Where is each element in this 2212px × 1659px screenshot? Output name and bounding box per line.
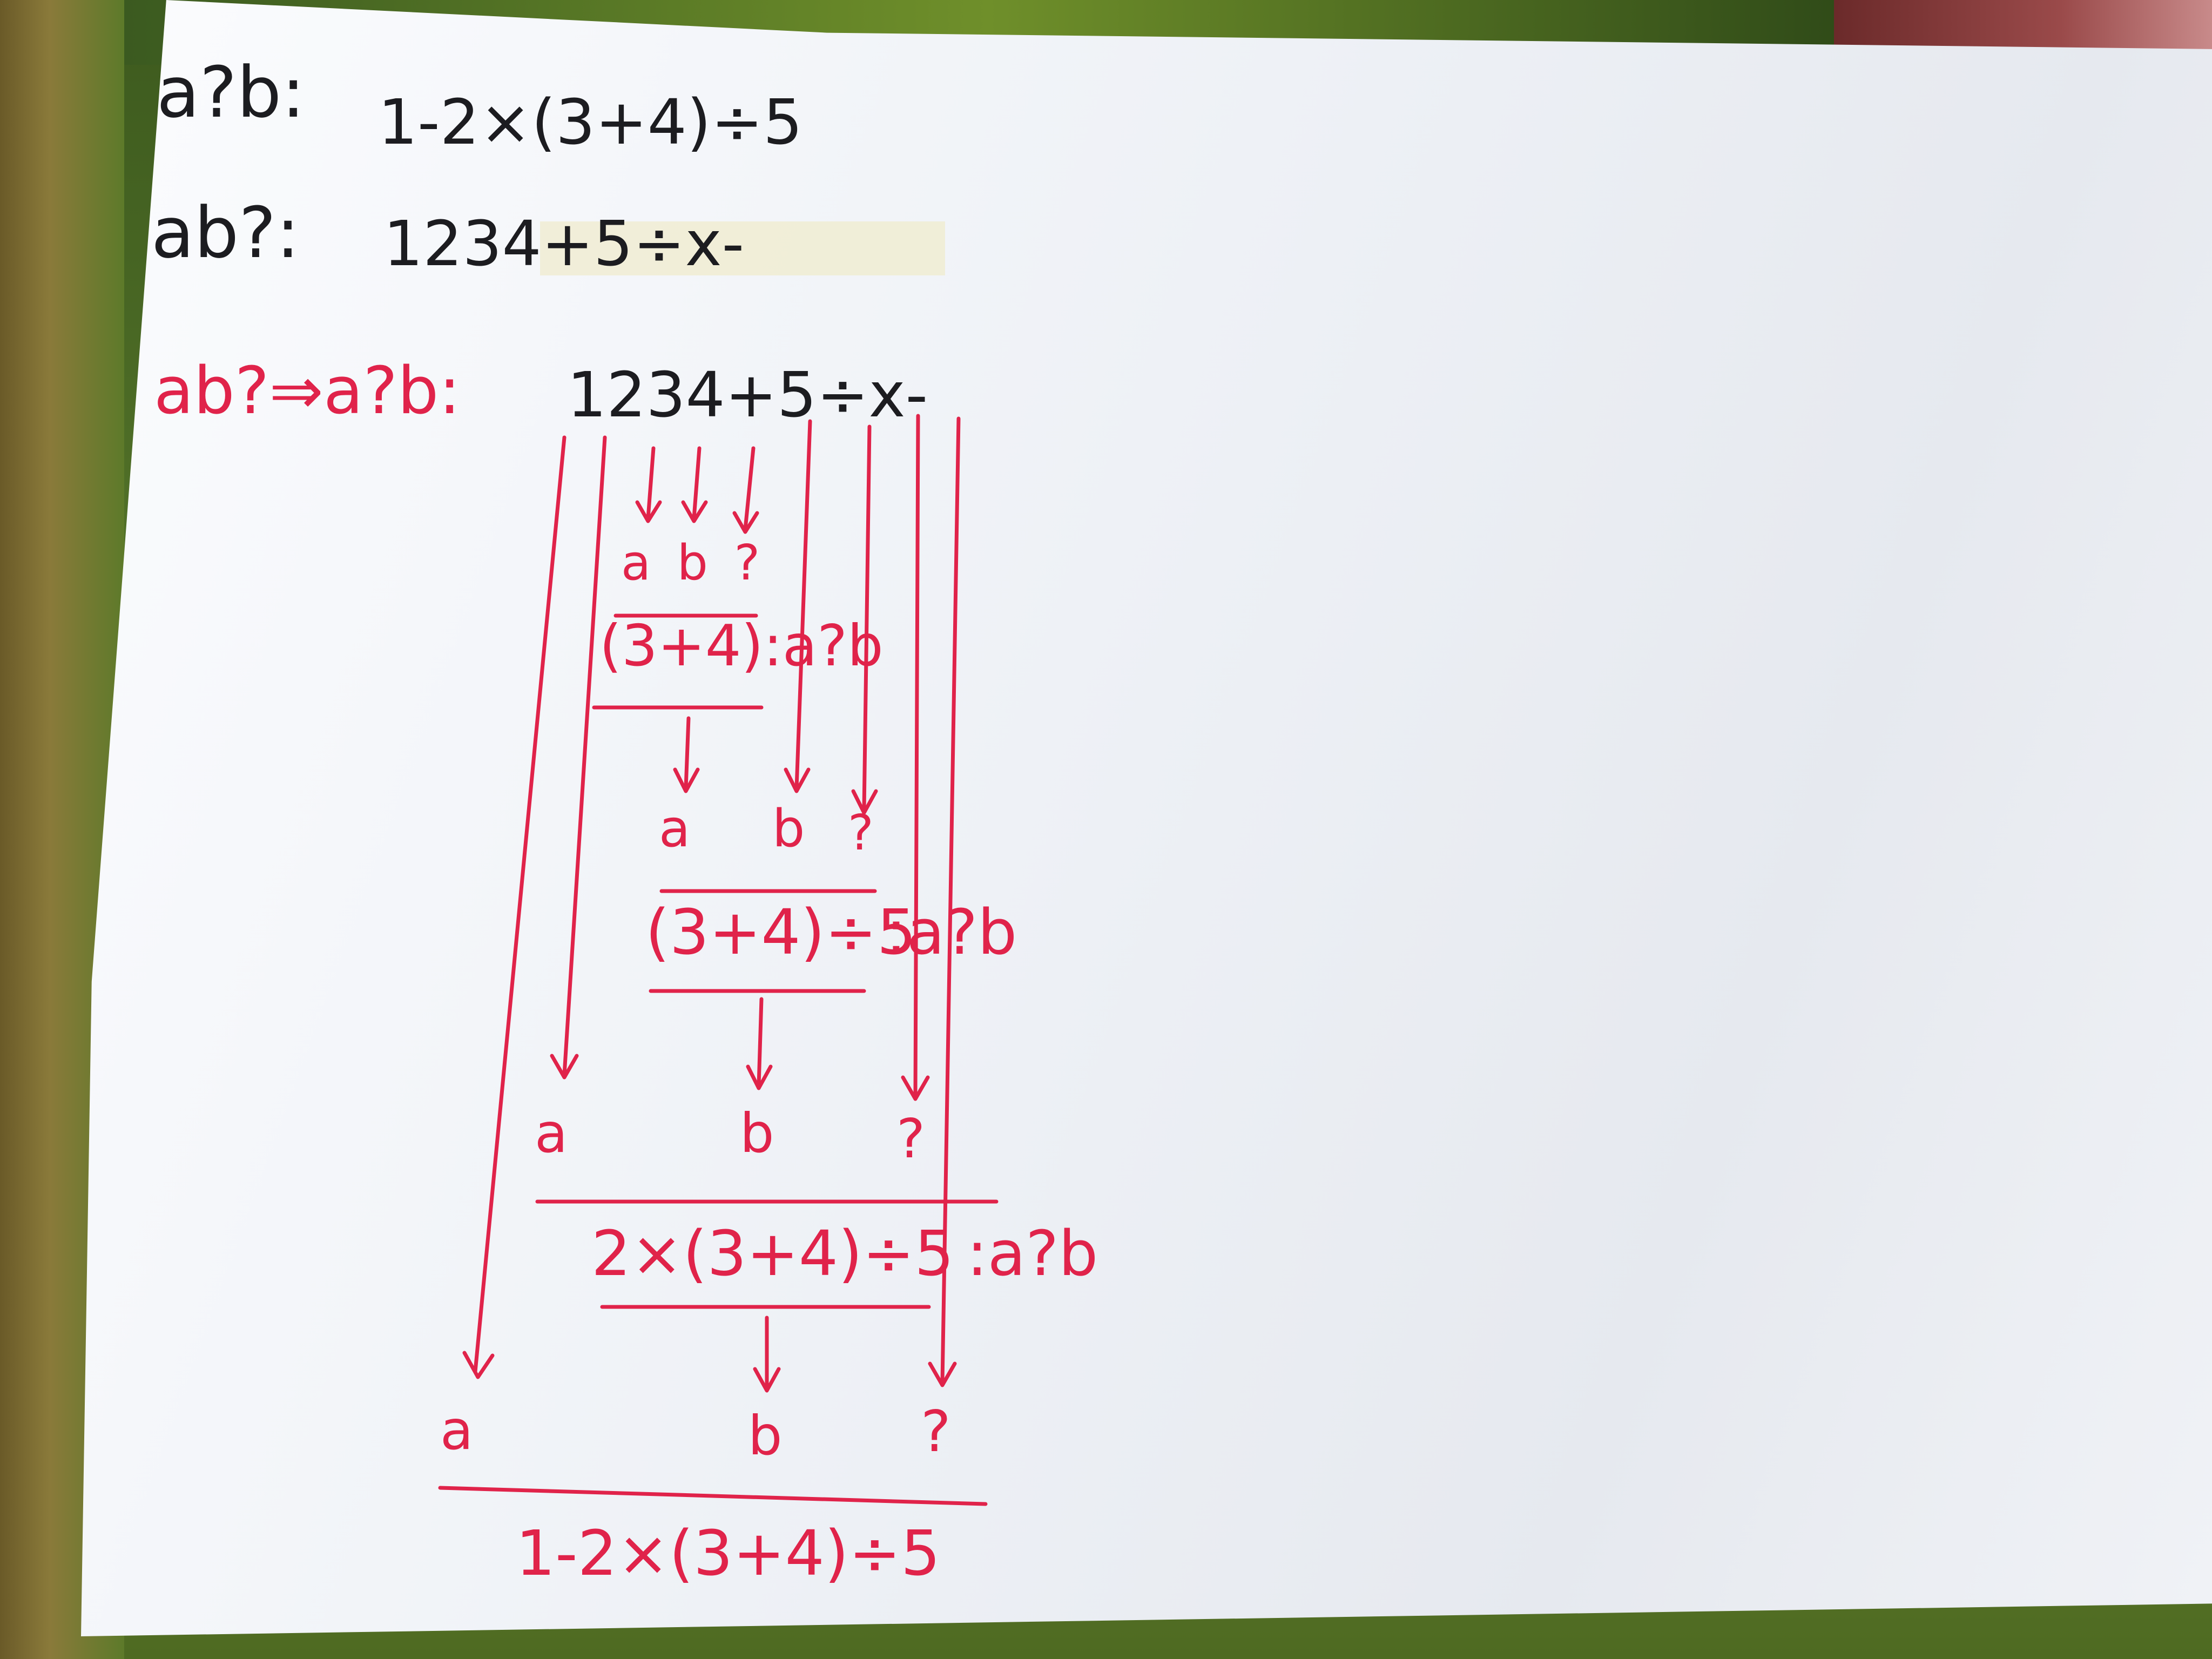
step2-b: b (772, 799, 805, 859)
line3-expression: 1234+5÷x- (567, 359, 928, 431)
arrow-3 (694, 448, 699, 518)
step3-a: a (535, 1102, 568, 1165)
step1-header: a b ? (621, 535, 766, 591)
line2-label: ab?: (151, 192, 300, 274)
line2-expression: 1234+5÷x- (383, 208, 745, 280)
step2-a: a (659, 799, 691, 859)
step1-result: (3+4):a?b (599, 613, 884, 679)
arrow-step1-down (686, 718, 689, 788)
step2-q: ? (848, 805, 874, 861)
step4-b: b (748, 1404, 783, 1467)
step2-result: (3+4)÷5 (645, 896, 916, 969)
line1-expression: 1-2×(3+4)÷5 (378, 86, 803, 159)
line3-label: ab?⇒a?b: (154, 354, 461, 429)
arrow-4 (745, 448, 753, 529)
step3-q: ? (896, 1107, 926, 1170)
step4-a: a (440, 1399, 474, 1462)
line1-label: a?b: (157, 51, 305, 133)
arrow-2 (648, 448, 653, 518)
arrow-1-to-a (564, 437, 605, 1075)
arrow-left-to-a (475, 437, 564, 1372)
step4-bar (440, 1488, 986, 1504)
step4-q: ? (921, 1399, 951, 1465)
step2-suffix: :a?b (886, 896, 1017, 969)
arrow-minus (942, 419, 959, 1382)
arrow-x (915, 416, 918, 1096)
step3-suffix: :a?b (967, 1218, 1098, 1290)
step3-result: 2×(3+4)÷5 (591, 1218, 954, 1290)
step3-b: b (740, 1102, 774, 1165)
arrow-step2-down (759, 999, 761, 1085)
arrow-5 (797, 421, 810, 788)
step4-result: 1-2×(3+4)÷5 (516, 1518, 941, 1590)
arrow-divide (864, 427, 869, 810)
